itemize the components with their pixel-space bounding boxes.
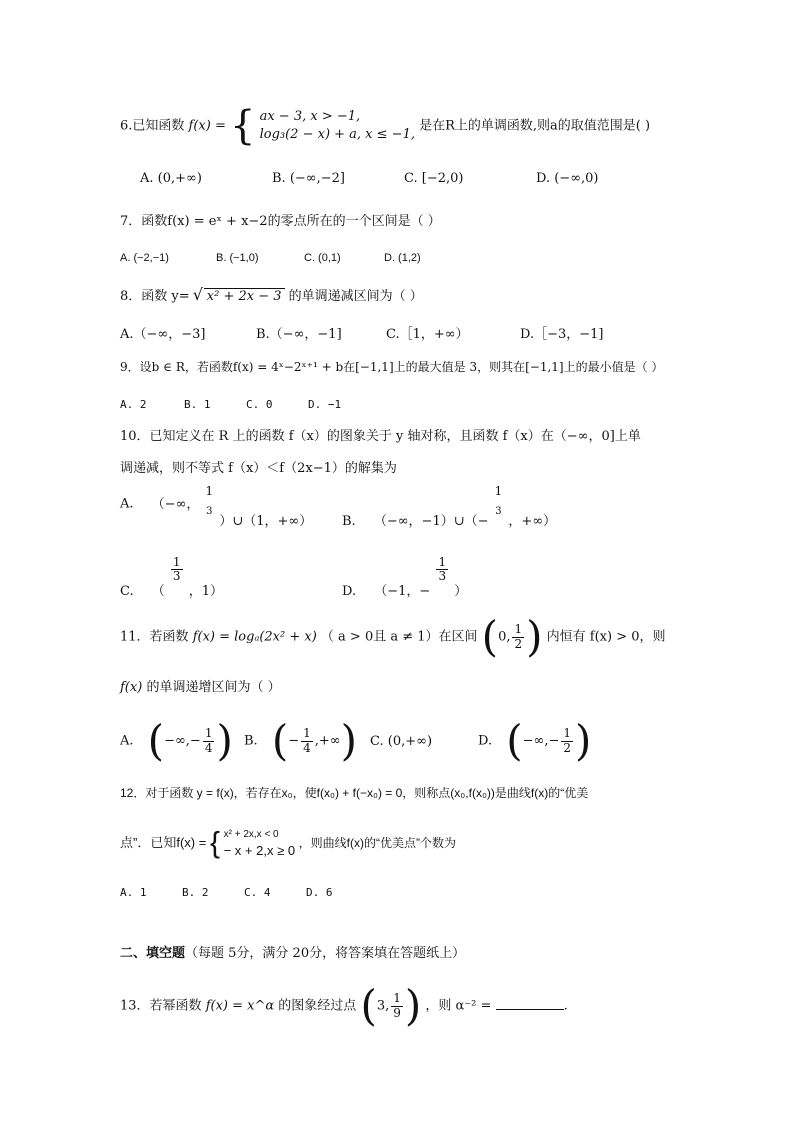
q13-end: . [563, 998, 568, 1014]
section-2-heading [120, 946, 465, 962]
q7-option-a: A. (−2,−1) [120, 252, 169, 264]
q8-radicand: x² + 2x − 3 [206, 289, 282, 304]
q9-option-a: A. 2 [120, 398, 147, 411]
q13-point-den: 9 [393, 1005, 401, 1020]
section-2-note: （每题 5分，满分 20分，将答案填在答题纸上） [185, 946, 466, 961]
q6-brace: { [230, 103, 256, 149]
q11-option-a-den: 4 [204, 740, 213, 755]
q12-option-c: C. 4 [244, 886, 271, 899]
q13-pre: 13．若幂函数 [120, 998, 202, 1014]
q9-option-d: D. −1 [308, 398, 342, 411]
q13-point-open: ( [360, 981, 377, 1030]
q11-line-2 [120, 680, 281, 696]
q6-option-d: D. (−∞,0) [536, 171, 599, 186]
q10-option-c-num: 1 [172, 555, 181, 569]
q8-text-post: 的单调递减区间为（ ） [288, 289, 423, 304]
q6-cases [260, 108, 415, 143]
q11-interval-den: 2 [514, 636, 523, 651]
q11-interval-fraction [512, 623, 524, 650]
q7-option-d: D. (1,2) [384, 252, 421, 264]
q8-option-d: D.［−3，−1] [520, 327, 604, 342]
q8-sqrt [192, 285, 285, 305]
q12-line-2-pre: 点”．已知f(x) = [120, 834, 207, 850]
q11-option-b-pre: − [288, 733, 300, 749]
q10-option-b [342, 484, 557, 529]
q11-option-b-close: ) [340, 716, 358, 765]
q13-function: f(x) = x^α [205, 998, 275, 1014]
q13-answer-blank[interactable] [496, 997, 564, 1010]
q11-stem [120, 612, 666, 661]
q12-case-1: x² + 2x,x < 0 [223, 829, 279, 840]
q6-number: 6.已知函数 [120, 118, 185, 134]
q11-option-d-pre: −∞,− [522, 733, 560, 749]
q10-option-a [120, 484, 313, 529]
q10-option-a-pre: （−∞， [151, 496, 200, 512]
q12-cases [224, 828, 295, 859]
q12-option-a: A. 1 [120, 886, 147, 899]
q10-option-c-post: ，1） [188, 584, 223, 600]
q10-option-a-post: ）∪（1，+∞） [219, 513, 313, 529]
q9-stem: 9．设b ∈ R，若函数f(x) = 4ˣ−2ˣ⁺¹ + b在[−1,1]上的最大值是 3，则其在[−1,1]上的最小值是（ ） [120, 360, 664, 374]
q11-option-b-num: 1 [303, 726, 311, 741]
q6-case-2: log₃(2 − x) + a, x ≤ −1, [259, 127, 415, 142]
q10-option-c-label: C. [120, 584, 134, 600]
q13-point-close: ) [404, 981, 422, 1030]
q10-option-a-fraction [205, 484, 214, 517]
q11-option-d-num: 1 [563, 726, 572, 741]
q11-option-a-pre: −∞,− [164, 733, 201, 749]
q8-text-pre: 8．函数 y= [120, 289, 190, 304]
q6-function: f(x) = [188, 118, 226, 134]
q12-brace: { [209, 826, 220, 860]
q8-radical-sign: √ [192, 285, 203, 304]
q12-line-2 [120, 828, 456, 859]
q11-line-2-fx: f(x) [120, 680, 143, 695]
q10-option-d-fraction [436, 556, 448, 583]
q10-option-d-pre: （−1，− [374, 584, 431, 600]
q13-point-left: 3, [376, 998, 390, 1014]
q10-option-c-fraction [171, 556, 183, 583]
q11-option-b-post: ,+∞ [314, 733, 341, 749]
q13-point-num: 1 [393, 991, 401, 1006]
q6-case-1: ax − 3, x > −1, [259, 109, 361, 125]
q8-stem [120, 285, 423, 305]
q12-case-2: − x + 2,x ≥ 0 [223, 842, 296, 858]
q11-option-b-open: ( [271, 716, 289, 765]
q11-interval-left: 0, [498, 629, 511, 645]
q11-option-b [244, 716, 358, 765]
q6-option-c: C. [−2,0) [404, 171, 464, 186]
q11-condition: （ a > 0且 a ≠ 1）在区间 [320, 629, 478, 645]
q7-option-c: C. (0,1) [304, 252, 341, 264]
q11-option-a-fraction [203, 727, 215, 754]
q10-option-d [342, 555, 468, 600]
q11-pre: 11．若函数 [120, 629, 189, 645]
q11-option-d-open: ( [506, 716, 523, 765]
q11-interval-close: ) [526, 612, 543, 661]
q13-point-fraction [391, 992, 403, 1019]
q11-option-a [120, 716, 233, 765]
q10-option-a-label: A. [120, 496, 134, 512]
q11-option-b-fraction [301, 727, 313, 754]
q8-option-c: C.［1，+∞） [386, 327, 469, 342]
q9-option-b: B. 1 [184, 398, 211, 411]
q7-option-b: B. (−1,0) [216, 252, 259, 264]
q11-option-a-num: 1 [204, 726, 213, 741]
q13-stem [120, 981, 568, 1030]
q11-option-d-close: ) [575, 716, 592, 765]
q11-tail: 内恒有 f(x) > 0，则 [546, 629, 666, 645]
q10-option-d-den: 3 [438, 569, 447, 584]
q10-option-d-post: ） [454, 584, 468, 600]
q11-option-a-open: ( [147, 716, 165, 765]
q12-line-1: 12．对于函数 y = f(x)，若存在x₀，使f(x₀) + f(−x₀) = 0，则称点(x₀,f(x₀))是曲线f(x)的“优美 [120, 786, 589, 800]
q13-tail: ，则 α⁻² = [425, 998, 492, 1014]
q11-option-b-label: B. [244, 733, 258, 749]
q11-function: f(x) = logₐ(2x² + x) [192, 629, 317, 645]
q8-option-a: A.（−∞，−3] [120, 327, 206, 342]
q6-stem [120, 103, 651, 149]
q10-option-b-pre: （−∞，−1）∪（− [373, 513, 489, 529]
q11-option-d-den: 2 [563, 740, 572, 755]
q10-option-d-label: D. [342, 584, 357, 600]
q6-option-b: B. (−∞,−2] [272, 171, 345, 186]
q10-option-c-pre: （ [151, 584, 165, 600]
q10-option-b-label: B. [342, 513, 356, 529]
q11-option-d-fraction [561, 727, 573, 754]
q10-option-d-num: 1 [438, 555, 447, 569]
q7-stem: 7．函数f(x) = eˣ + x−2的零点所在的一个区间是（ ） [120, 214, 441, 229]
q10-option-b-den: 3 [495, 506, 502, 517]
q10-option-b-post: ，+∞） [508, 513, 557, 529]
q12-option-d: D. 6 [306, 886, 333, 899]
q9-option-c: C. 0 [246, 398, 273, 411]
q10-option-a-den: 3 [206, 506, 213, 517]
section-2-title: 二、填空题 [120, 946, 186, 961]
q6-tail: 是在R上的单调函数,则a的取值范围是( ) [419, 118, 651, 134]
q11-line-2-text: 的单调递增区间为（ ） [146, 680, 281, 695]
q11-option-a-label: A. [120, 733, 134, 749]
q10-line-1: 10．已知定义在 R 上的函数 f（x）的图象关于 y 轴对称，且函数 f（x）在（−∞，0]上单 [120, 429, 641, 444]
q6-option-a: A. (0,+∞) [140, 171, 202, 186]
q10-option-b-num: 1 [494, 484, 503, 498]
q10-option-b-fraction [494, 484, 503, 517]
q10-option-c [120, 555, 223, 600]
q11-option-d [478, 716, 592, 765]
q11-option-d-label: D. [478, 733, 493, 749]
q13-mid: 的图象经过点 [278, 998, 357, 1014]
q8-option-b: B.（−∞，−1] [256, 327, 342, 342]
q11-interval-num: 1 [514, 622, 523, 637]
q10-option-a-num: 1 [205, 484, 214, 498]
q11-option-b-den: 4 [303, 740, 311, 755]
q10-option-c-den: 3 [172, 569, 181, 584]
q12-option-b: B. 2 [182, 886, 209, 899]
q11-interval-open: ( [481, 612, 499, 661]
q12-line-2-post: ，则曲线f(x)的“优美点”个数为 [298, 835, 456, 850]
q11-option-a-close: ) [216, 716, 233, 765]
q10-line-2: 调递减，则不等式 f（x）＜f（2x−1）的解集为 [120, 461, 397, 476]
q11-option-c: C. (0,+∞) [370, 734, 433, 749]
